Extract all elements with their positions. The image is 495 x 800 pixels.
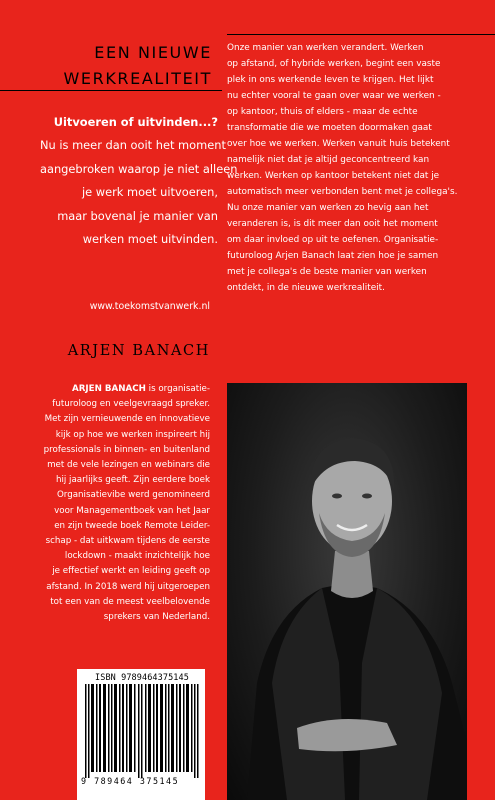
blurb-line: transformatie die we moeten doormaken gaat: [227, 123, 432, 133]
blurb-line: over hoe we werken. Werken vanuit huis betekent: [227, 139, 450, 149]
barcode-bars-icon: [85, 684, 199, 778]
bio-line: professionals in binnen- en buitenland: [43, 444, 210, 455]
bio-first-line: is organisatie-: [145, 384, 210, 394]
intro-line: je werk moet uitvoeren,: [81, 185, 218, 200]
intro-text: [40, 111, 238, 251]
bio-line: afstand. In 2018 werd hij uitgeroepen: [46, 581, 210, 592]
bio-line: [30, 382, 210, 397]
blurb-line: Nu onze manier van werken zo hevig aan het: [227, 203, 429, 213]
blurb-line: automatisch meer verbonden bent met je collega's.: [227, 187, 458, 197]
bio-line: futuroloog en veelgevraagd spreker.: [52, 399, 210, 410]
bio-line: Organisatievibe werd genomineerd: [56, 490, 210, 501]
author-bio: [30, 382, 210, 625]
blurb-line: om daar invloed op uit te oefenen. Organisatie-: [227, 235, 439, 245]
bio-line: lockdown - maakt inzichtelijk hoe: [64, 551, 210, 562]
intro-line: maar bovenal je manier van: [57, 208, 218, 223]
bio-line: sprekers van Nederland.: [103, 612, 210, 623]
bio-line: schap - dat uitkwam tijdens de eerste: [45, 536, 210, 547]
bio-line: met de vele lezingen en webinars die: [47, 460, 210, 471]
bio-line: en zijn tweede boek Remote Leider-: [54, 520, 210, 531]
bio-line: hij jaarlijks geeft. Zijn eerdere boek: [55, 475, 210, 486]
blurb-line: ontdekt, in de nieuwe werkrealiteit.: [227, 283, 385, 293]
author-portrait-illustration: [227, 383, 467, 800]
bio-line: tot een van de meest veelbelovende: [50, 596, 210, 607]
intro-line: aangebroken waarop je niet alleen: [40, 161, 238, 176]
blurb-line: Onze manier van werken verandert. Werken: [227, 43, 424, 53]
barcode: [77, 669, 205, 800]
blurb-line: werken. Werken op kantoor betekent niet dat je: [227, 171, 440, 181]
title-line-2: WERKREALITEIT: [63, 69, 212, 88]
bio-author-name: ARJEN BANACH: [72, 384, 146, 394]
blurb-line: op afstand, of hybride werken, begint een vaste: [227, 59, 441, 69]
intro-question: Uitvoeren of uitvinden...?: [53, 115, 218, 129]
blurb-line: namelijk niet dat je altijd geconcentreerd kan: [227, 155, 430, 165]
blurb-line: nu echter vooral te gaan over waar we werken -: [227, 91, 441, 101]
bio-line: Met zijn vernieuwende en innovatieve: [44, 414, 210, 425]
blurb-line: veranderen is, is dit meer dan ooit het moment: [227, 219, 438, 229]
author-heading: ARJEN BANACH: [67, 343, 210, 359]
intro-line: Nu is meer dan ooit het moment: [40, 138, 226, 153]
book-title: [12, 40, 212, 92]
title-line-1: EEN NIEUWE: [94, 43, 212, 62]
back-cover-blurb: [227, 40, 477, 296]
blurb-divider: [227, 34, 495, 35]
bio-line: kijk op hoe we werken inspireert hij: [55, 429, 210, 440]
intro-line: werken moet uitvinden.: [82, 232, 218, 247]
author-photo: [227, 383, 467, 800]
barcode-digits: 9 789464 375145: [81, 776, 180, 786]
bio-line: je effectief werkt en leiding geeft op: [52, 566, 210, 577]
blurb-line: plek in ons werkende leven te krijgen. Het lijkt: [227, 75, 434, 85]
title-divider: [0, 90, 222, 91]
blurb-line: met je collega's de beste manier van werken: [227, 267, 427, 277]
blurb-line: op kantoor, thuis of elders - maar de echte: [227, 107, 418, 117]
blurb-line: futuroloog Arjen Banach laat zien hoe je samen: [227, 251, 439, 261]
bio-line: voor Managementboek van het Jaar: [54, 505, 210, 516]
website-url: www.toekomstvanwerk.nl: [89, 301, 210, 312]
isbn-label: ISBN 9789464375145: [95, 673, 189, 683]
